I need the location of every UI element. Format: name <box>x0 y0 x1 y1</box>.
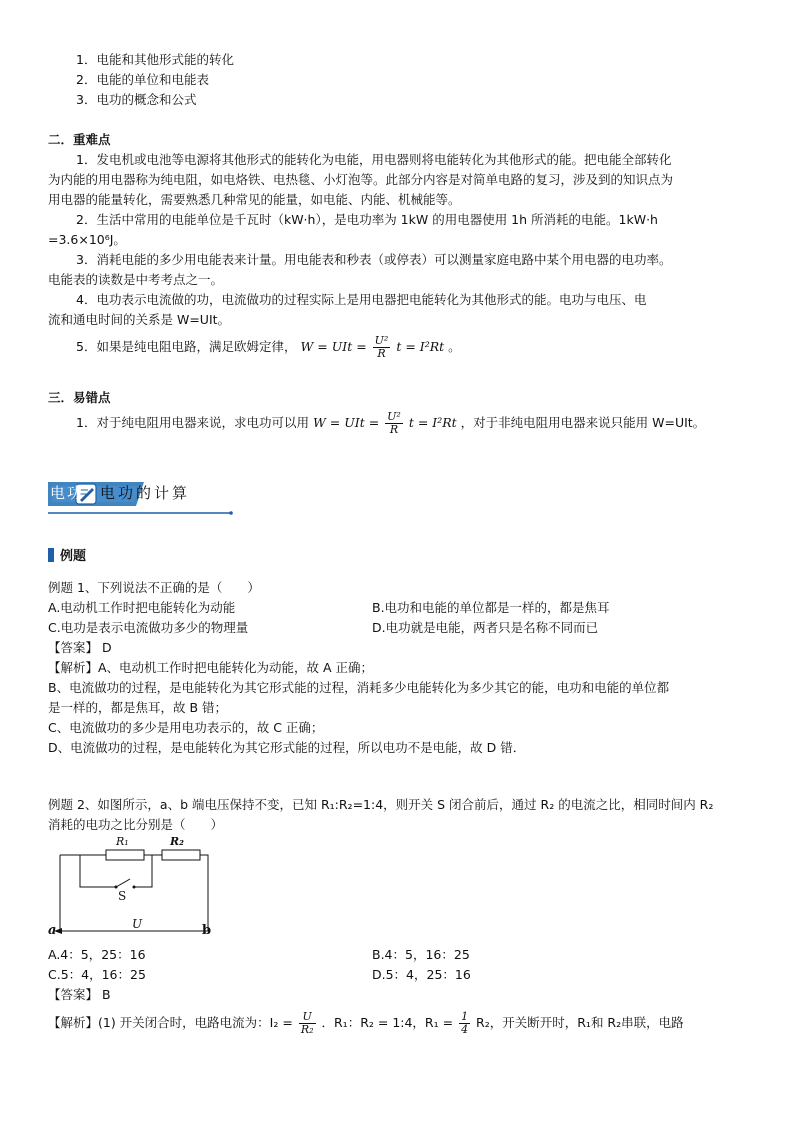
paragraph-line: 2．生活中常用的电能单位是千瓦时（kW·h），是电功率为 1kW 的用电器使用 1h 所消耗的电能。1kW·h <box>76 212 658 227</box>
analysis-text: 【解析】(1) 开关闭合时，电路电流为：I₂ = <box>48 1015 293 1030</box>
paragraph-line: 3．消耗电能的多少用电能表来计量。用电能表和秒表（或停表）可以测量家庭电路中某个用电器的电功率。 <box>76 252 672 267</box>
terminal-b-label: b <box>202 923 212 938</box>
formula-fraction <box>373 335 391 360</box>
section-title: 二．重难点 <box>48 132 111 147</box>
answer: 【答案】 D <box>48 640 112 655</box>
paragraph-line: 1．发电机或电池等电源将其他形式的能转化为电能，用电器则将电能转化为其他形式的能。把电能全部转化 <box>76 152 672 167</box>
question: 例题 1、下列说法不正确的是（ ） <box>48 580 260 595</box>
paragraph-line: 4．电功表示电流做的功，电流做功的过程实际上是用电器把电能转化为其他形式的能。电功与电压、电 <box>76 292 647 307</box>
formula-lhs: W = UIt = <box>300 339 367 354</box>
analysis-fraction <box>299 1011 316 1036</box>
paragraph-line: 用电器的能量转化，需要熟悉几种常见的能量，如电能、内能、机械能等。 <box>48 192 461 207</box>
analysis-fraction <box>459 1011 470 1036</box>
example-header-marker <box>48 548 54 562</box>
analysis-line: D、电流做功的过程，是电能转化为其它形式能的过程，所以电功不是电能，故 D 错． <box>48 740 526 755</box>
paragraph-text: 5．如果是纯电阻电路，满足欧姆定律， <box>76 339 297 354</box>
banner-title: 电功的计算 <box>100 484 191 502</box>
paragraph-text: 1．对于纯电阻用电器来说，求电功可以用 <box>76 415 309 430</box>
option-a: A.电动机工作时把电能转化为动能 <box>48 600 236 615</box>
question: 例题 2、如图所示，a、b 端电压保持不变，已知 R₁:R₂=1:4，则开关 S 闭合前后，通过 R₂ 的电流之比，相同时间内 R₂ <box>48 797 714 812</box>
option-d: D.电功就是电能，两者只是名称不同而已 <box>372 620 599 635</box>
banner-prefix: 电功 <box>50 484 85 502</box>
option-b: B.电功和电能的单位都是一样的，都是焦耳 <box>372 600 610 615</box>
option-c: C.5：4，16：25 <box>48 967 146 982</box>
r2-label: R₂ <box>170 835 184 848</box>
formula-numerator: U² <box>387 410 401 423</box>
option-a: A.4：5，25：16 <box>48 947 146 962</box>
section-title: 三．易错点 <box>48 390 111 405</box>
paragraph-text: ，对于非纯电阻用电器来说只能用 W=UIt。 <box>460 415 706 430</box>
example-header: 例题 <box>60 549 87 564</box>
option-d: D.5：4，25：16 <box>372 967 471 982</box>
answer: 【答案】 B <box>48 987 111 1002</box>
fraction-numerator: U <box>299 1011 316 1024</box>
formula-rhs: t = I²Rt <box>408 415 457 430</box>
r1-label: R₁ <box>116 835 129 848</box>
circuit-diagram <box>48 835 218 945</box>
list-item: 3．电功的概念和公式 <box>76 92 197 107</box>
question: 消耗的电功之比分别是（ ） <box>48 817 224 832</box>
voltage-label: U <box>132 917 143 931</box>
terminal-a-label: a <box>48 923 57 938</box>
analysis-line: B、电流做功的过程，是电能转化为其它形式能的过程，消耗多少电能转化为多少其它的能，电功和电能的单位都 <box>48 680 670 695</box>
paragraph-text: 。 <box>448 339 461 354</box>
formula-lhs: W = UIt = <box>312 415 380 430</box>
analysis-formula-line <box>48 1010 748 1036</box>
analysis-text: R₂，开关断开时，R₁和 R₂串联，电路 <box>476 1015 684 1030</box>
formula-line <box>76 410 776 436</box>
section-banner <box>48 476 233 516</box>
paragraph-line: =3.6×10⁶J。 <box>48 232 126 247</box>
analysis-line: 是一样的，都是焦耳，故 B 错； <box>48 700 228 715</box>
formula-fraction <box>385 411 403 436</box>
formula-denominator: R <box>389 423 399 436</box>
list-item: 2．电能的单位和电能表 <box>76 72 209 87</box>
paragraph-line: 为内能的用电器称为纯电阻，如电烙铁、电热毯、小灯泡等。此部分内容是对简单电路的复习，涉及到的知识点为 <box>48 172 674 187</box>
fraction-denominator: R₂ <box>300 1023 314 1036</box>
switch-label: S <box>118 889 127 903</box>
paragraph-line: 电能表的读数是中考考点之一。 <box>48 272 224 287</box>
formula-denominator: R <box>377 347 386 360</box>
formula-rhs: t = I²Rt <box>396 339 445 354</box>
formula-line <box>76 334 776 360</box>
analysis-line: C、电流做功的多少是用电功表示的，故 C 正确； <box>48 720 324 735</box>
option-c: C.电功是表示电流做功多少的物理量 <box>48 620 249 635</box>
analysis-text: ．R₁：R₂ = 1:4，R₁ = <box>321 1015 454 1030</box>
formula-numerator: U² <box>374 334 389 347</box>
fraction-denominator: 4 <box>461 1023 469 1036</box>
analysis-line: 【解析】A、电动机工作时把电能转化为动能，故 A 正确； <box>48 660 374 675</box>
paragraph-line: 流和通电时间的关系是 W=UIt。 <box>48 312 231 327</box>
fraction-numerator: 1 <box>461 1010 469 1023</box>
list-item: 1．电能和其他形式能的转化 <box>76 52 234 67</box>
option-b: B.4：5，16：25 <box>372 947 470 962</box>
